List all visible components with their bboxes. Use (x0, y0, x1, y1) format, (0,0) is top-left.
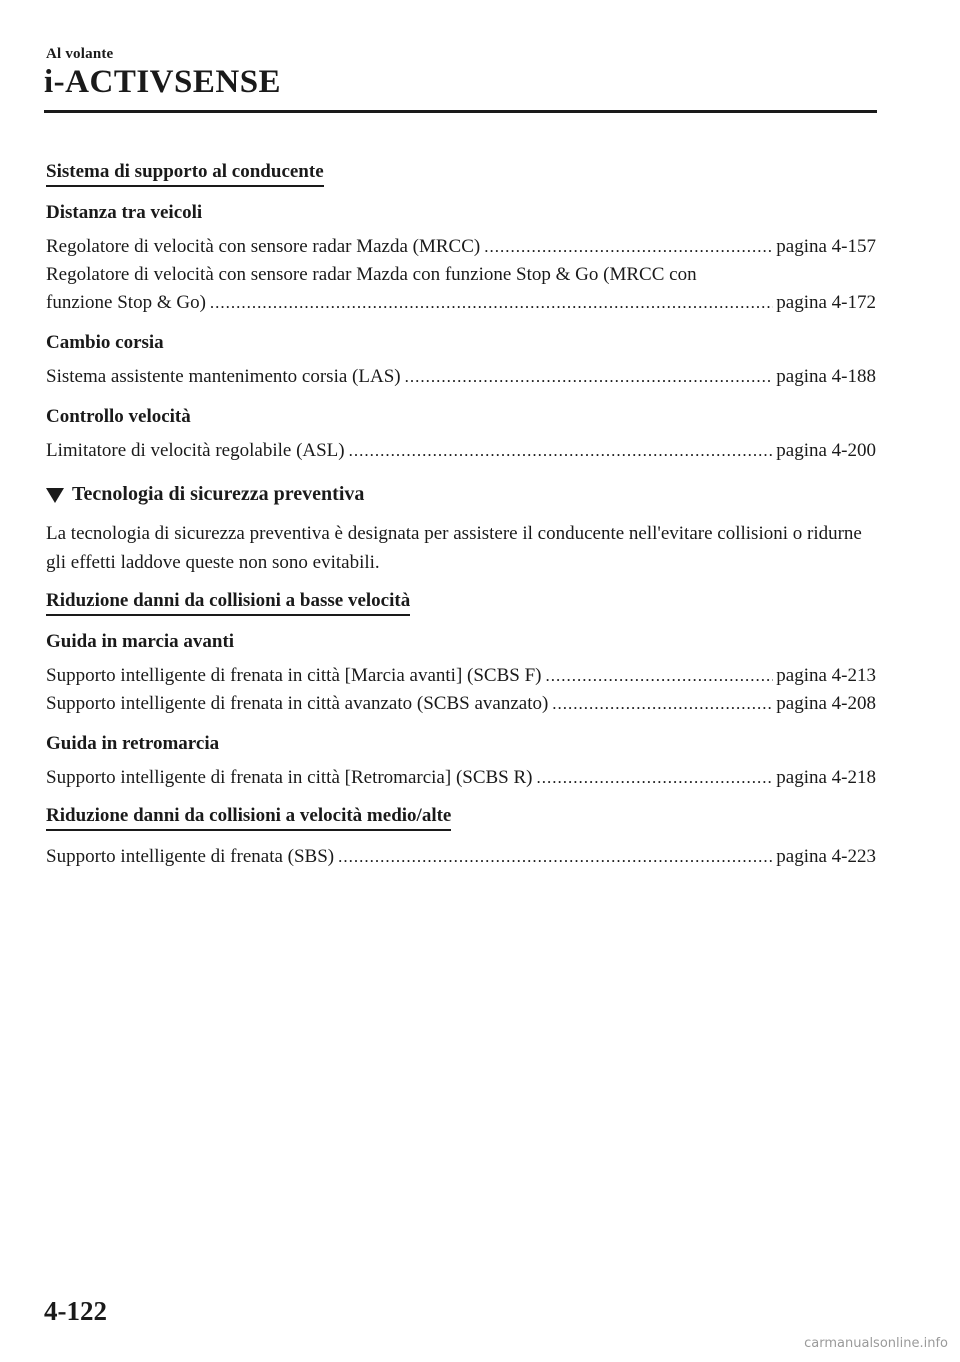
subheading-forward: Guida in marcia avanti (46, 631, 235, 652)
entries-forward (46, 662, 876, 718)
toc-entry-mrcc-stopgo[interactable] (46, 289, 876, 317)
dot-leader (338, 843, 773, 871)
entry-text: Supporto intelligente di frenata in città [Retromarcia] (SCBS R) (46, 767, 533, 788)
toc-entry-scbs-advanced[interactable] (46, 690, 876, 718)
dot-leader (210, 289, 773, 317)
watermark: carmanualsonline.info (804, 1336, 948, 1351)
triangle-down-icon (46, 488, 64, 503)
page-title: i-ACTIVSENSE (44, 64, 282, 100)
subsection-low-speed (46, 589, 876, 792)
entry-page: pagina 4-213 (776, 665, 876, 686)
section-support (46, 160, 876, 465)
entry-page: pagina 4-200 (776, 440, 876, 461)
toc-entry-asl[interactable] (46, 437, 876, 465)
section-title-support: Sistema di supporto al conducente (46, 160, 324, 187)
section-title-mid-high-speed: Riduzione danni da collisioni a velocità medio/alte (46, 804, 451, 831)
dot-leader (537, 764, 774, 792)
subsection-mid-high-speed (46, 804, 876, 871)
toc-entry-scbs-f[interactable] (46, 662, 876, 690)
toc-entry-scbs-r[interactable] (46, 764, 876, 792)
entries-lane (46, 363, 876, 391)
section-preventive (46, 481, 876, 871)
entry-page: pagina 4-188 (776, 366, 876, 387)
entries-sbs (46, 843, 876, 871)
dot-leader (484, 233, 773, 261)
preventive-description: La tecnologia di sicurezza preventiva è designata per assistere il conducente nell'evitare collisioni o ridurne gli effetti laddove queste non sono evitabili. (46, 523, 862, 573)
subheading-reverse: Guida in retromarcia (46, 733, 220, 754)
subheading-distance: Distanza tra veicoli (46, 202, 203, 223)
entries-reverse (46, 764, 876, 792)
dot-leader (405, 363, 774, 391)
entries-speed (46, 437, 876, 465)
entry-text: funzione Stop & Go) (46, 292, 206, 313)
entry-text: Sistema assistente mantenimento corsia (LAS) (46, 366, 401, 387)
entry-text: Limitatore di velocità regolabile (ASL) (46, 440, 345, 461)
entry-page: pagina 4-218 (776, 767, 876, 788)
dot-leader (545, 662, 773, 690)
page-number: 4-122 (44, 1296, 107, 1326)
header-divider (44, 110, 877, 113)
entry-text: Supporto intelligente di frenata (SBS) (46, 846, 335, 867)
entry-text: Supporto intelligente di frenata in città [Marcia avanti] (SCBS F) (46, 665, 542, 686)
section-title-preventive (46, 481, 876, 507)
toc-entry-las[interactable] (46, 363, 876, 391)
content (46, 160, 876, 871)
entry-page: pagina 4-172 (776, 292, 876, 313)
dot-leader (349, 437, 774, 465)
toc-entry-mrcc-stopgo-line1: Regolatore di velocità con sensore radar Mazda con funzione Stop & Go (MRCC con (46, 264, 697, 285)
preventive-title-text: Tecnologia di sicurezza preventiva (72, 483, 365, 505)
subheading-lane: Cambio corsia (46, 332, 164, 353)
chapter-label: Al volante (46, 46, 114, 62)
entry-text: Regolatore di velocità con sensore radar Mazda (MRCC) (46, 236, 481, 257)
section-title-low-speed: Riduzione danni da collisioni a basse velocità (46, 589, 410, 616)
entry-page: pagina 4-208 (776, 693, 876, 714)
entry-text: Supporto intelligente di frenata in città avanzato (SCBS avanzato) (46, 693, 549, 714)
dot-leader (552, 690, 773, 718)
toc-entry-sbs[interactable] (46, 843, 876, 871)
entry-page: pagina 4-223 (776, 846, 876, 867)
subheading-speed: Controllo velocità (46, 406, 191, 427)
entries-distance (46, 233, 876, 317)
toc-entry-mrcc[interactable] (46, 233, 876, 261)
entry-page: pagina 4-157 (776, 236, 876, 257)
